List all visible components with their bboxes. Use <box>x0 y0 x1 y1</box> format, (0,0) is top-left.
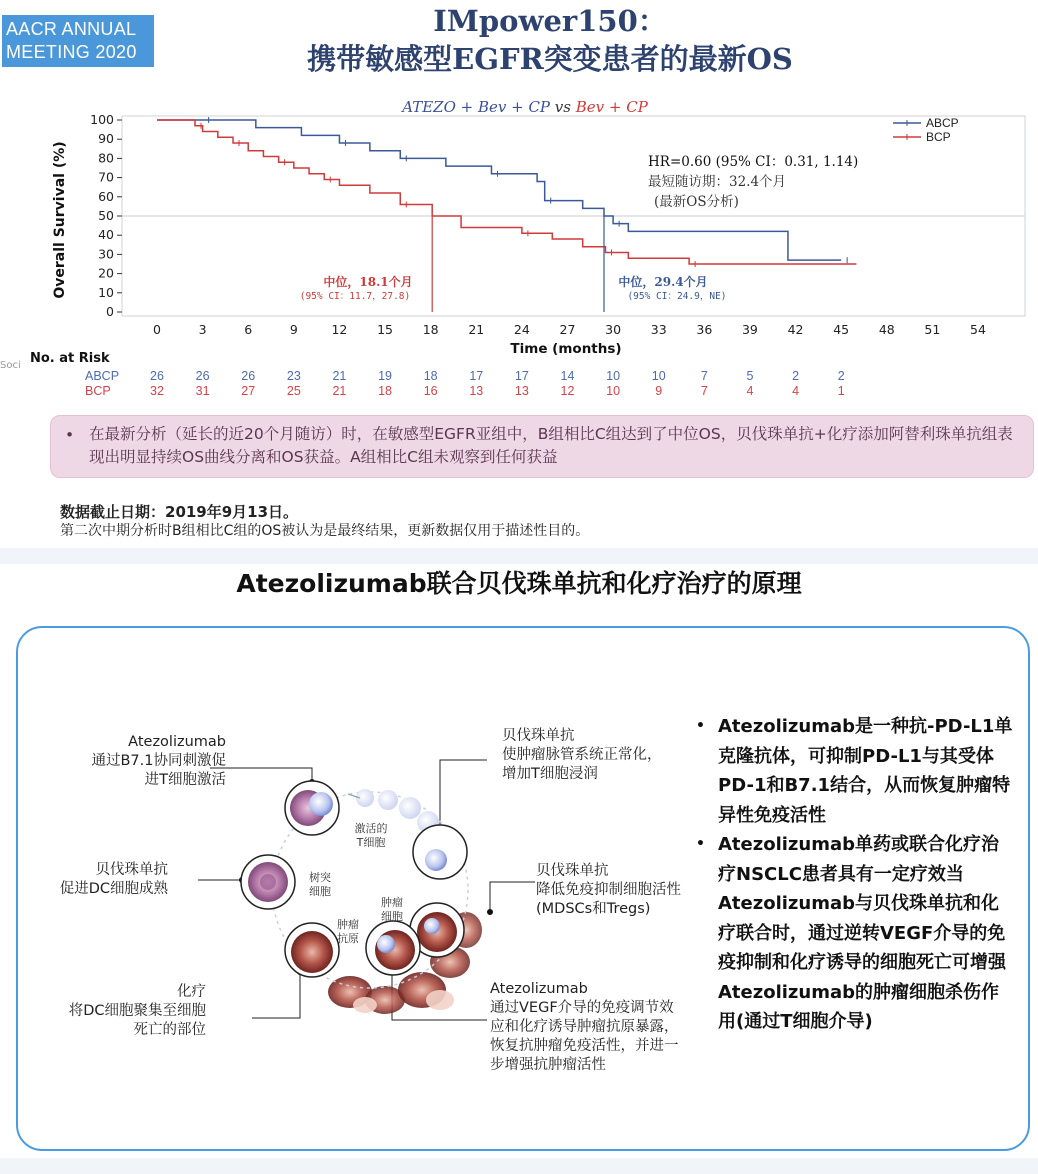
label-bev-dc <box>48 861 168 899</box>
analysis-text: (最新OS分析) <box>654 194 739 210</box>
meeting-badge-line2: MEETING 2020 <box>6 42 137 62</box>
median-ci-abcp: (95% CI：24.9，NE) <box>627 291 727 302</box>
mechanism-bullets <box>694 712 1014 1037</box>
risk-cell: 31 <box>195 384 210 398</box>
x-axis-label: Time (months) <box>510 341 622 357</box>
y-tick-label: 70 <box>98 169 114 185</box>
label-bev-immuno <box>536 862 701 919</box>
legend-label-bcp: BCP <box>926 130 951 144</box>
x-tick-label: 54 <box>970 322 986 337</box>
risk-table <box>0 351 845 398</box>
mechanism-bullet-1-text: Atezolizumab是一种抗-PD-L1单克隆抗体，可抑制PD-L1与其受体PD-1和B7.1结合，从而恢复肿瘤特异性免疫活性 <box>718 716 1013 826</box>
inner-label-tumor-antigen-line1: 肿瘤 <box>337 918 359 931</box>
risk-cell: 16 <box>423 384 438 398</box>
x-tick-label: 12 <box>331 322 348 337</box>
data-cutoff-note <box>60 503 1020 541</box>
risk-cell: 2 <box>792 369 800 383</box>
section-divider <box>0 548 1038 564</box>
risk-cell: 10 <box>606 384 621 398</box>
inner-label-dendritic-line1: 树突 <box>309 871 331 884</box>
risk-cell: 32 <box>150 384 164 398</box>
label-bev-immuno-line3: (MDSCs和Tregs) <box>536 901 651 917</box>
x-tick-label: 24 <box>513 322 530 337</box>
callout-text: 在最新分析（延长的近20个月随访）时，在敏感型EGFR亚组中，B组相比C组达到了中位OS，贝伐珠单抗+化疗添加阿替利珠单抗组表现出明显持续OS曲线分离和OS获益。A组相比C组未观察到任何获益 <box>89 425 1013 466</box>
y-tick-label: 30 <box>98 246 114 262</box>
inner-label-dendritic-line2: 细胞 <box>309 885 331 898</box>
risk-cell: 1 <box>837 384 845 398</box>
inner-label-tumor-cell <box>370 896 414 924</box>
x-tick-label: 3 <box>198 322 207 337</box>
x-tick-label: 9 <box>289 322 298 337</box>
risk-row-name-abcp: ABCP <box>85 369 120 383</box>
inner-label-tumor-antigen <box>326 918 370 946</box>
label-atezo-b71 <box>78 733 226 790</box>
risk-cell: 17 <box>469 369 484 383</box>
x-tick-label: 27 <box>559 322 576 337</box>
inner-label-activated-t-line2: T细胞 <box>356 836 386 849</box>
risk-row-name-bcp: BCP <box>85 384 111 398</box>
median-label-abcp: 中位，29.4个月 <box>618 275 708 289</box>
leader-chemo <box>252 972 300 1018</box>
y-tick-label: 10 <box>98 284 114 300</box>
bullet-dot: • <box>696 718 705 734</box>
risk-cell: 10 <box>606 369 621 383</box>
label-chemo <box>50 983 206 1040</box>
x-tick-label: 6 <box>244 322 253 337</box>
slide-title-line2: 携带敏感型EGFR突变患者的最新OS <box>307 42 793 76</box>
chart-subtitle-vs: vs <box>554 98 576 116</box>
risk-cell: 21 <box>332 384 347 398</box>
risk-cell: 18 <box>378 384 393 398</box>
km-curve-bcp <box>157 120 859 264</box>
km-curve-abcp <box>157 120 841 260</box>
y-tick-label: 0 <box>106 304 114 319</box>
risk-cell: 23 <box>286 369 301 383</box>
y-tick-label: 40 <box>98 227 114 243</box>
x-tick-label: 36 <box>696 322 713 337</box>
label-atezo-b71-line1: Atezolizumab <box>128 734 226 750</box>
t-cell-activation-node <box>285 781 339 835</box>
leader-bev-immuno <box>490 882 535 912</box>
label-chemo-line3: 死亡的部位 <box>133 1022 206 1038</box>
risk-cell: 25 <box>286 384 301 398</box>
risk-cell: 26 <box>241 369 256 383</box>
risk-cell: 17 <box>514 369 529 383</box>
y-tick-label: 50 <box>98 208 114 223</box>
inner-label-activated-t-line1: 激活的 <box>354 822 388 835</box>
risk-cell: 12 <box>560 384 575 398</box>
risk-cell: 13 <box>514 384 529 398</box>
hr-text: HR=0.60 (95% CI：0.31, 1.14) <box>648 154 859 170</box>
label-atezo-vegf-line4: 恢复抗肿瘤免疫活性，并进一 <box>490 1038 679 1054</box>
y-axis-label: Overall Survival (%) <box>52 141 68 299</box>
x-tick-label: 51 <box>924 322 941 337</box>
km-survival-chart <box>0 92 1038 412</box>
y-tick-label: 20 <box>98 265 114 281</box>
x-tick-label: 21 <box>468 322 485 337</box>
y-tick-label: 90 <box>98 131 114 147</box>
label-chemo-line2: 将DC细胞聚集至细胞 <box>68 1003 206 1019</box>
data-cutoff-footnote: 第二次中期分析时B组相比C组的OS被认为是最终结果，更新数据仅用于描述性目的。 <box>60 523 590 539</box>
risk-cell: 4 <box>792 384 800 398</box>
risk-cell: 27 <box>241 384 256 398</box>
risk-cell: 21 <box>332 369 347 383</box>
inner-label-tumor-cell-line1: 肿瘤 <box>381 896 403 909</box>
mechanism-bullet-2 <box>694 830 1014 1037</box>
x-tick-label: 39 <box>741 322 758 337</box>
x-tick-label: 48 <box>878 322 895 337</box>
y-tick-label: 80 <box>98 150 114 166</box>
risk-cell: 7 <box>700 369 708 383</box>
meeting-badge-line1: AACR ANNUAL <box>6 19 137 39</box>
x-tick-label: 0 <box>153 322 161 337</box>
label-atezo-b71-line3: 进T细胞激活 <box>144 772 226 788</box>
watermark-text: Soci <box>0 360 21 371</box>
callout-bullet: • <box>65 426 75 444</box>
chart-subtitle <box>400 98 649 116</box>
risk-cell: 5 <box>746 369 754 383</box>
label-atezo-vegf <box>490 980 700 1075</box>
slide-title-line1: IMpower150： <box>433 4 667 38</box>
label-bev-vessel-line1: 贝伐珠单抗 <box>502 728 575 744</box>
dendritic-cell-node <box>241 855 295 909</box>
x-tick-label: 15 <box>377 322 394 337</box>
activated-t-cell-node <box>413 825 467 879</box>
label-chemo-line1: 化疗 <box>177 984 206 1000</box>
meeting-badge <box>2 15 154 67</box>
y-tick-label: 60 <box>98 188 114 204</box>
atezo-restore-node <box>366 921 420 975</box>
label-atezo-vegf-line3: 应和化疗诱导肿瘤抗原暴露， <box>490 1019 679 1035</box>
label-atezo-vegf-line1: Atezolizumab <box>490 981 588 997</box>
label-bev-dc-line2: 促进DC细胞成熟 <box>59 881 168 897</box>
label-atezo-vegf-line2: 通过VEGF介导的免疫调节效 <box>490 1000 674 1016</box>
mechanism-title: Atezolizumab联合贝伐珠单抗和化疗治疗的原理 <box>236 569 802 598</box>
label-bev-immuno-line2: 降低免疫抑制细胞活性 <box>536 882 681 898</box>
risk-cell: 10 <box>651 369 666 383</box>
chart-series <box>157 117 859 267</box>
risk-cell: 26 <box>195 369 210 383</box>
risk-table-title: No. at Risk <box>30 351 110 366</box>
inner-label-tumor-antigen-line2: 抗原 <box>337 932 359 945</box>
risk-cell: 14 <box>560 369 575 383</box>
label-atezo-vegf-line5: 步增强抗肿瘤活性 <box>490 1057 606 1073</box>
risk-cell: 2 <box>837 369 845 383</box>
x-tick-label: 18 <box>422 322 439 337</box>
bullet-dot: • <box>696 836 705 852</box>
median-label-bcp: 中位，18.1个月 <box>323 275 413 289</box>
risk-cell: 26 <box>150 369 164 383</box>
chart-grid <box>122 116 1025 316</box>
x-tick-label: 45 <box>833 322 850 337</box>
y-tick-label: 100 <box>90 112 114 127</box>
risk-cell: 9 <box>655 384 663 398</box>
risk-cell: 7 <box>700 384 708 398</box>
x-tick-label: 30 <box>605 322 622 337</box>
chart-subtitle-bcp: Bev + CP <box>575 98 648 116</box>
label-bev-dc-line1: 贝伐珠单抗 <box>95 862 168 878</box>
risk-cell: 18 <box>423 369 438 383</box>
risk-cell: 13 <box>469 384 484 398</box>
label-bev-vessel-line2: 使肿瘤脉管系统正常化， <box>502 747 662 763</box>
x-tick-label: 33 <box>650 322 667 337</box>
inner-label-dendritic <box>298 871 342 899</box>
label-bev-vessel-line3: 增加T细胞浸润 <box>502 766 598 782</box>
mechanism-bullet-2-text: Atezolizumab单药或联合化疗治疗NSCLC患者具有一定疗效当Atezolizumab与贝伐珠单抗和化疗联合时，通过逆转VEGF介导的免疫抑制和化疗诱导的细胞死亡可增强Atezolizumab的肿瘤细胞杀伤作用(通过T细胞介导) <box>718 834 1006 1032</box>
followup-text: 最短随访期：32.4个月 <box>648 174 787 190</box>
label-atezo-b71-line2: 通过B7.1协同刺激促 <box>91 753 226 769</box>
risk-cell: 19 <box>378 369 393 383</box>
x-tick-label: 42 <box>787 322 804 337</box>
chart-annotations <box>300 116 959 312</box>
label-bev-immuno-line1: 贝伐珠单抗 <box>536 863 609 879</box>
data-cutoff-date: 数据截止日期：2019年9月13日。 <box>60 503 299 521</box>
inner-label-activated-t <box>346 822 396 850</box>
key-finding-callout <box>50 415 1034 478</box>
slide-title <box>180 2 920 78</box>
mechanism-bullet-1 <box>694 712 1014 830</box>
label-bev-vessel <box>502 727 692 784</box>
legend-label-abcp: ABCP <box>926 116 959 130</box>
bottom-divider <box>0 1158 1038 1174</box>
risk-cell: 4 <box>746 384 754 398</box>
median-ci-bcp: (95% CI：11.7，27.8) <box>299 291 411 302</box>
inner-label-tumor-cell-line2: 细胞 <box>381 910 403 923</box>
chart-subtitle-abcp: ATEZO + Bev + CP <box>402 98 555 116</box>
